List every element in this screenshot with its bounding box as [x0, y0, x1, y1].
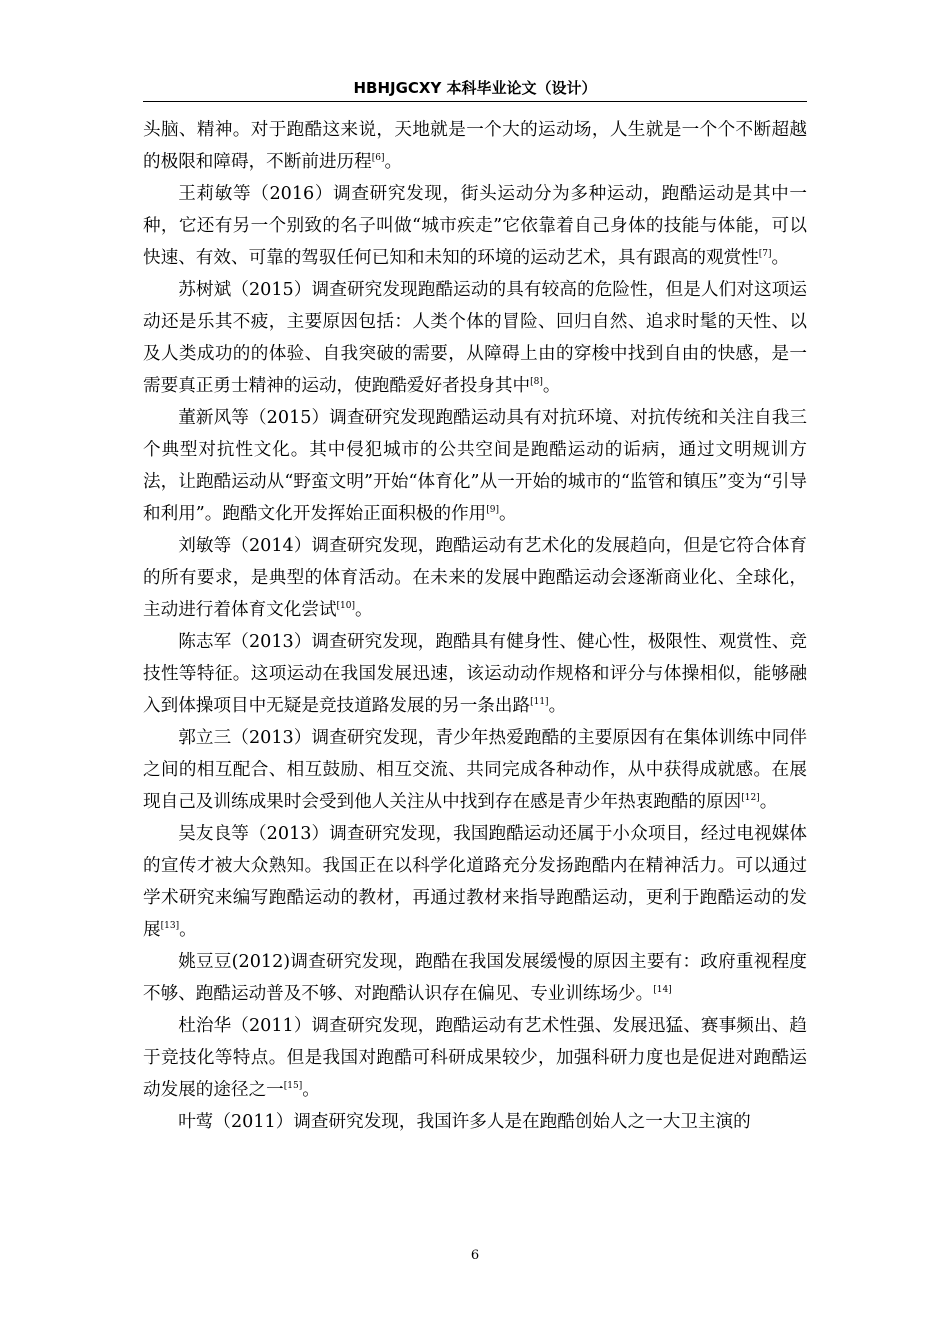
- paragraph: [143, 722, 807, 818]
- paragraph: [143, 114, 807, 178]
- paragraph: [143, 818, 807, 946]
- citation-ref: [7]: [758, 249, 772, 260]
- paragraph-tail: 。: [759, 792, 778, 812]
- header-rule: [143, 101, 807, 102]
- page-number: 6: [470, 1248, 480, 1263]
- paragraph: [143, 274, 807, 402]
- paragraph: [143, 402, 807, 530]
- paragraph-text: 王莉敏等（2016）调查研究发现，街头运动分为多种运动，跑酷运动是其中一种，它还有另一个别致的名子叫做“城市疾走”它依靠着自己身体的技能与体能，可以快速、有效、可靠的驾驭任何已知和未知的环境的运动艺术，具有跟高的观赏性: [143, 184, 807, 268]
- paragraph-text: 姚豆豆(2012)调查研究发现，跑酷在我国发展缓慢的原因主要有：政府重视程度不够、跑酷运动普及不够、对跑酷认识存在偏见、专业训练场少。: [143, 952, 807, 1004]
- citation-ref: [9]: [486, 505, 500, 516]
- page-header: HBHJGCXY 本科毕业论文（设计）: [353, 79, 597, 97]
- citation-ref: [6]: [371, 153, 385, 164]
- paragraph: [143, 946, 807, 1010]
- citation-ref: [14]: [653, 985, 672, 996]
- paragraph-text: 苏树斌（2015）调查研究发现跑酷运动的具有较高的危险性，但是人们对这项运动还是乐其不疲，主要原因包括：人类个体的冒险、回归自然、追求时髦的天性、以及人类成功的的体验、自我突破的需要，从障碍上由的穿梭中找到自由的快感，是一需要真正勇士精神的运动，使跑酷爱好者投身其中: [143, 280, 807, 396]
- citation-ref: [13]: [160, 921, 180, 932]
- paragraph-tail: 。: [384, 152, 403, 172]
- paragraph-tail: 。: [499, 504, 517, 524]
- citation-ref: [15]: [283, 1081, 303, 1092]
- paragraph: [143, 1106, 807, 1138]
- paragraph-text: 陈志军（2013）调查研究发现，跑酷具有健身性、健心性，极限性、观赏性、竞技性等特征。这项运动在我国发展迅速，该运动动作规格和评分与体操相似，能够融入到体操项目中无疑是竞技道路发展的另一条出路: [143, 632, 807, 716]
- paragraph-tail: 。: [548, 696, 567, 716]
- paragraph-text: 郭立三（2013）调查研究发现，青少年热爱跑酷的主要原因有在集体训练中同伴之间的相互配合、相互鼓励、相互交流、共同完成各种动作，从中获得成就感。在展现自己及训练成果时会受到他人关注从中找到存在感是青少年热衷跑酷的原因: [143, 728, 807, 812]
- paragraph-text: 头脑、精神。对于跑酷这来说，天地就是一个大的运动场，人生就是一个个不断超越的极限和障碍，不断前进历程: [143, 120, 807, 172]
- paragraph: [143, 626, 807, 722]
- paragraph-tail: 。: [179, 920, 197, 940]
- paragraph-text: 董新风等（2015）调查研究发现跑酷运动具有对抗环境、对抗传统和关注自我三个典型对抗性文化。其中侵犯城市的公共空间是跑酷运动的诟病，通过文明规训方法，让跑酷运动从“野蛮文明”开始“体育化”从一开始的城市的“监管和镇压”变为“引导和利用”。跑酷文化开发挥始正面积极的作用: [143, 408, 807, 524]
- paragraph-tail: 。: [355, 600, 373, 620]
- paragraph-text: 刘敏等（2014）调查研究发现，跑酷运动有艺术化的发展趋向，但是它符合体育的所有要求，是典型的体育活动。在未来的发展中跑酷运动会逐渐商业化、全球化，主动进行着体育文化尝试: [143, 536, 807, 620]
- paragraph: [143, 530, 807, 626]
- paragraph: [143, 1010, 807, 1106]
- paragraph-tail: 。: [302, 1080, 320, 1100]
- body-text: [143, 114, 807, 1138]
- citation-ref: [10]: [336, 601, 356, 612]
- paragraph-tail: 。: [542, 376, 561, 396]
- citation-ref: [11]: [530, 697, 549, 708]
- paragraph-text: 杜治华（2011）调查研究发现，跑酷运动有艺术性强、发展迅猛、赛事频出、趋于竞技化等特点。但是我国对跑酷可科研成果较少，加强科研力度也是促进对跑酷运动发展的途径之一: [143, 1016, 807, 1100]
- paragraph-tail: 。: [771, 248, 790, 268]
- citation-ref: [12]: [741, 793, 760, 804]
- citation-ref: [8]: [530, 377, 543, 388]
- paragraph: [143, 178, 807, 274]
- paragraph-text: 叶莺（2011）调查研究发现，我国许多人是在跑酷创始人之一大卫主演的: [178, 1112, 751, 1132]
- paragraph-text: 吴友良等（2013）调查研究发现，我国跑酷运动还属于小众项目，经过电视媒体的宣传才被大众熟知。我国正在以科学化道路充分发扬跑酷内在精神活力。可以通过学术研究来编写跑酷运动的教材，再通过教材来指导跑酷运动，更利于跑酷运动的发展: [143, 824, 807, 940]
